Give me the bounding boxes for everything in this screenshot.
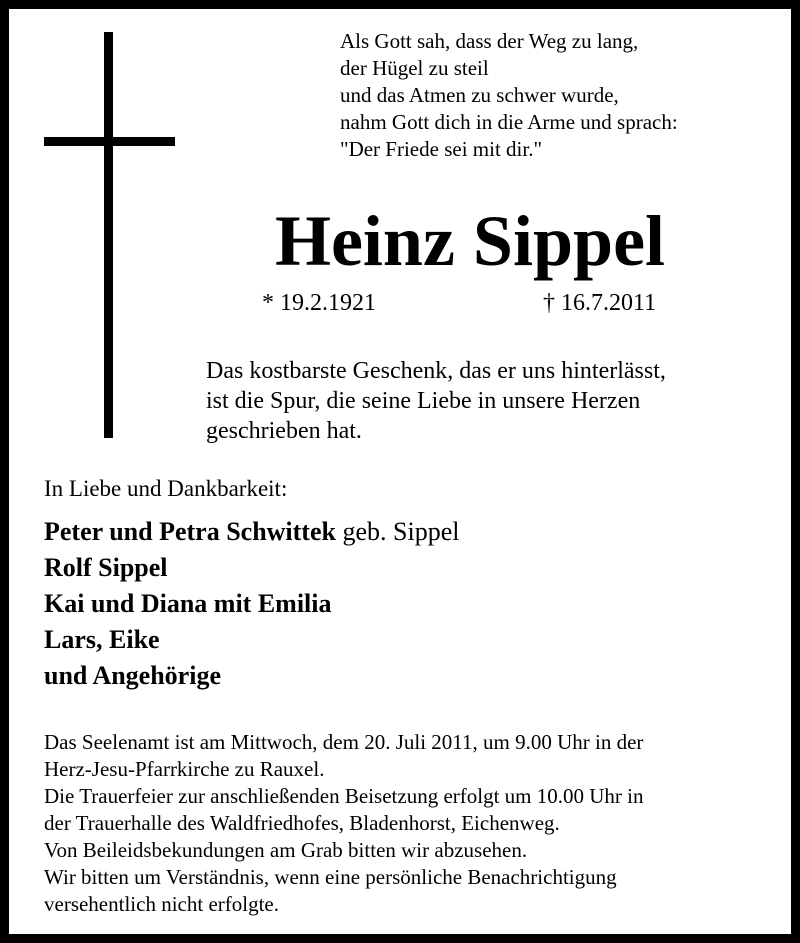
mourner-name: Peter und Petra Schwittek [44, 517, 336, 546]
notice-line: der Trauerhalle des Waldfriedhofes, Bladenhorst, Eichenweg. [44, 811, 560, 835]
quote-line: ist die Spur, die seine Liebe in unsere Herzen [206, 388, 641, 414]
mourner-name: Rolf Sippel [44, 553, 168, 582]
death-date: † 16.7.2011 [543, 290, 657, 316]
mourners-intro: In Liebe und Dankbarkeit: [44, 476, 288, 501]
notice-line: Herz-Jesu-Pfarrkirche zu Rauxel. [44, 757, 325, 781]
mourner-name: Lars, Eike [44, 625, 160, 654]
notice-line: Von Beileidsbekundungen am Grab bitten wir abzusehen. [44, 838, 528, 862]
poem-line: nahm Gott dich in die Arme und sprach: [340, 110, 678, 134]
mourners-list [44, 514, 459, 694]
poem [340, 28, 678, 163]
poem-line: Als Gott sah, dass der Weg zu lang, [340, 29, 639, 53]
notice-line: Wir bitten um Verständnis, wenn eine persönliche Benachrichtigung [44, 865, 617, 889]
cross-horizontal-bar [44, 137, 175, 146]
mourner-maiden-name: geb. Sippel [335, 517, 460, 546]
memorial-quote [206, 356, 666, 446]
mourner-line [44, 550, 459, 586]
service-notice [44, 729, 644, 918]
deceased-name: Heinz Sippel [274, 201, 666, 281]
quote-line: geschrieben hat. [206, 418, 362, 444]
poem-line: und das Atmen zu schwer wurde, [340, 83, 619, 107]
poem-line: der Hügel zu steil [340, 56, 489, 80]
quote-line: Das kostbarste Geschenk, das er uns hinterlässt, [206, 358, 666, 384]
poem-line: "Der Friede sei mit dir." [340, 137, 543, 161]
notice-line: Die Trauerfeier zur anschließenden Beisetzung erfolgt um 10.00 Uhr in [44, 784, 644, 808]
mourner-line [44, 622, 459, 658]
notice-line: Das Seelenamt ist am Mittwoch, dem 20. Juli 2011, um 9.00 Uhr in der [44, 730, 644, 754]
mourner-line [44, 514, 459, 550]
birth-date: * 19.2.1921 [262, 290, 376, 316]
notice-line: versehentlich nicht erfolgte. [44, 892, 279, 916]
mourner-name: Kai und Diana mit Emilia [44, 589, 332, 618]
mourner-line [44, 586, 459, 622]
mourner-name: und Angehörige [44, 661, 221, 690]
mourner-line [44, 658, 459, 694]
